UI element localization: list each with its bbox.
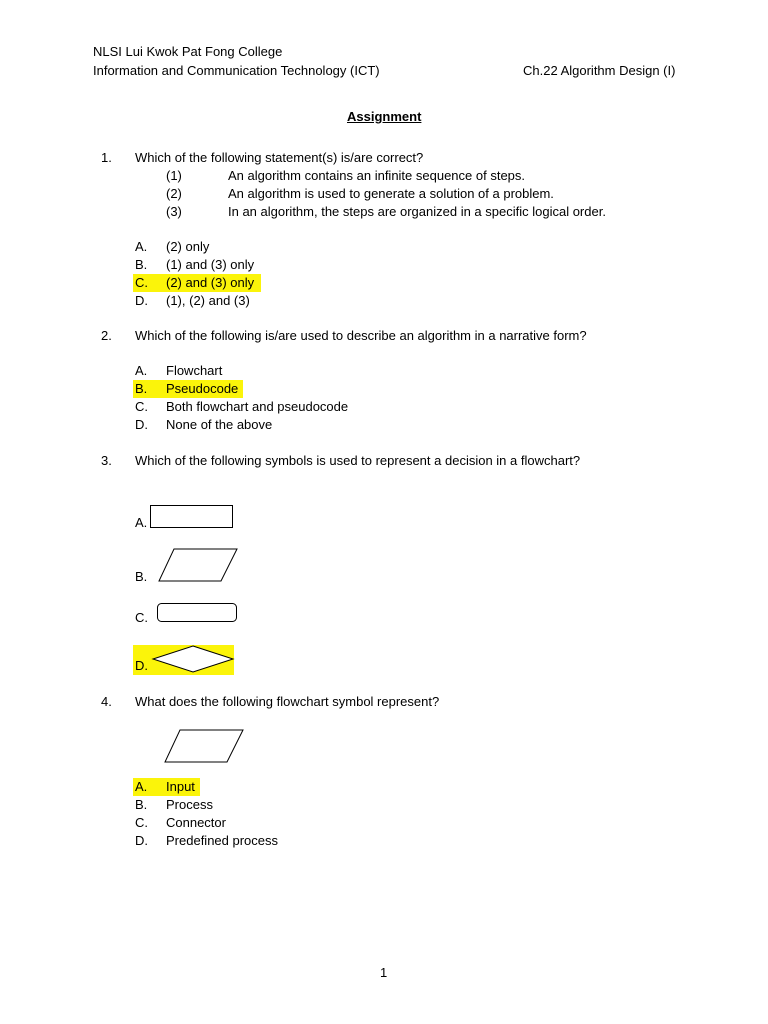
- option-text: Input: [166, 779, 195, 794]
- option-text: (2) only: [166, 239, 210, 254]
- option-text: Pseudocode: [166, 381, 239, 396]
- rectangle-symbol-icon: [150, 505, 234, 529]
- page-title: Assignment: [347, 109, 422, 124]
- question-text: Which of the following is/are used to describe an algorithm in a narrative form?: [135, 328, 587, 343]
- option-label: A.: [135, 515, 148, 530]
- option-text: None of the above: [166, 417, 273, 432]
- statement-text: An algorithm is used to generate a solution of a problem.: [228, 186, 554, 201]
- option-text: (2) and (3) only: [166, 275, 255, 290]
- option-text: Predefined process: [166, 833, 279, 848]
- diamond-symbol-icon: [152, 645, 234, 673]
- statement-text: In an algorithm, the steps are organized in a specific logical order.: [228, 204, 606, 219]
- statement-label: (1): [166, 168, 182, 183]
- option-label: A.: [135, 779, 148, 794]
- option-label: B.: [135, 381, 148, 396]
- option-label: D.: [135, 417, 148, 432]
- option-text: Both flowchart and pseudocode: [166, 399, 349, 414]
- option-label: C.: [135, 399, 148, 414]
- option-label: A.: [135, 363, 148, 378]
- question-number: 4.: [101, 694, 112, 709]
- question-number: 1.: [101, 150, 112, 165]
- option-text: Process: [166, 797, 213, 812]
- option-label: D.: [135, 293, 148, 308]
- option-label: B.: [135, 797, 148, 812]
- option-text: Flowchart: [166, 363, 223, 378]
- option-label: A.: [135, 239, 148, 254]
- option-label: B.: [135, 569, 148, 584]
- option-label: D.: [135, 658, 148, 673]
- parallelogram-symbol-icon: [158, 548, 238, 582]
- statement-label: (3): [166, 204, 182, 219]
- rounded-rectangle-symbol-icon: [157, 603, 237, 623]
- parallelogram-symbol-icon: [164, 729, 244, 763]
- statement-text: An algorithm contains an infinite sequence of steps.: [228, 168, 526, 183]
- question-number: 2.: [101, 328, 112, 343]
- option-text: (1), (2) and (3): [166, 293, 250, 308]
- option-text: (1) and (3) only: [166, 257, 255, 272]
- option-label: D.: [135, 833, 148, 848]
- question-number: 3.: [101, 453, 112, 468]
- header-school: NLSI Lui Kwok Pat Fong College: [93, 44, 283, 59]
- option-text: Connector: [166, 815, 226, 830]
- option-label: B.: [135, 257, 148, 272]
- header-chapter: Ch.22 Algorithm Design (I): [523, 63, 676, 78]
- option-label: C.: [135, 275, 148, 290]
- option-label: C.: [135, 815, 148, 830]
- page-number: 1: [380, 965, 388, 980]
- question-text: Which of the following statement(s) is/are correct?: [135, 150, 424, 165]
- question-text: What does the following flowchart symbol represent?: [135, 694, 440, 709]
- question-text: Which of the following symbols is used to represent a decision in a flowchart?: [135, 453, 581, 468]
- header-subject: Information and Communication Technology (ICT): [93, 63, 380, 78]
- statement-label: (2): [166, 186, 182, 201]
- option-label: C.: [135, 610, 148, 625]
